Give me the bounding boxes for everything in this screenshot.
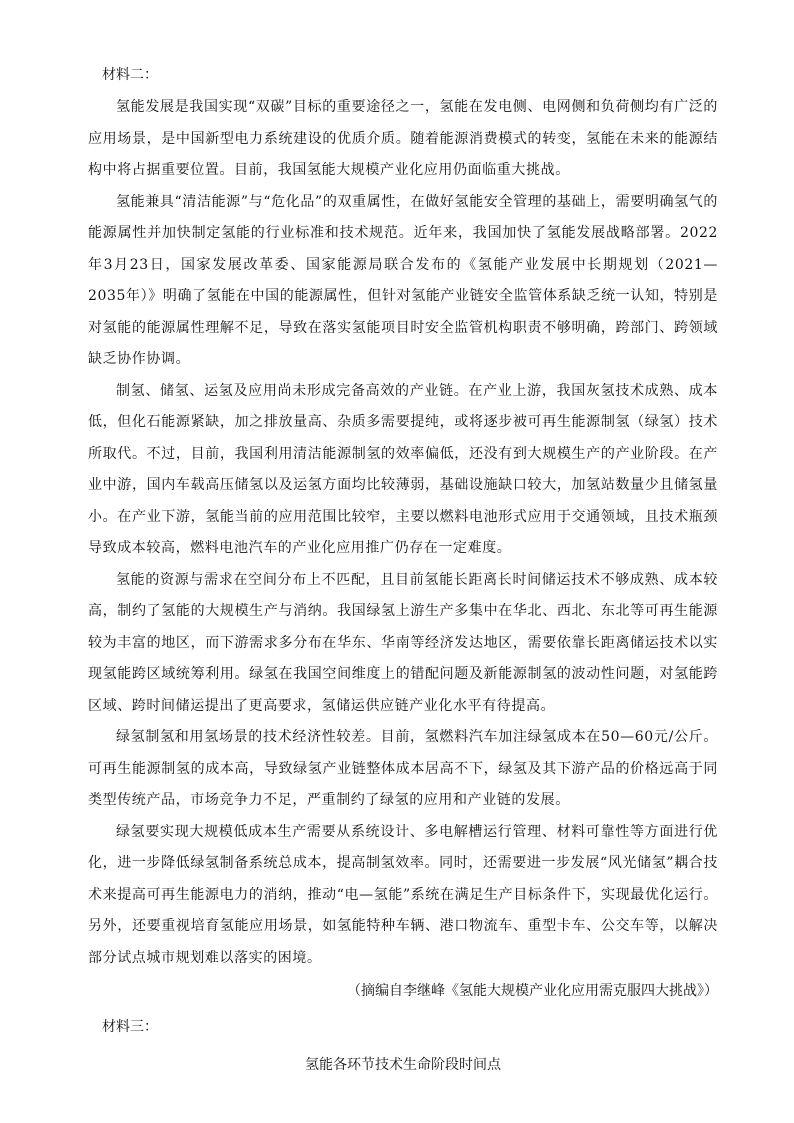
material-3-label: 材料三： <box>102 1019 158 1035</box>
paragraph-4: 氢能的资源与需求在空间分布上不匹配，且目前氢能长距离长时间储运技术不够成熟、成本较高，制约了氢能的大规模生产与消纳。我国绿氢上游生产多集中在华北、西北、东北等可再生能源较为丰富的地区，而下游需求多分布在华东、华南等经济发达地区，需要依靠长距离储运技术以实现氢能跨区域统筹利用。绿氢在我国空间维度上的错配问题及新能源制氢的波动性问题，对氢能跨区域、跨时间储运提出了更高要求，氢储运供应链产业化水平有待提高。 <box>88 571 718 714</box>
material-2-label: 材料二： <box>102 67 158 83</box>
document-content <box>88 62 718 1080</box>
paragraph-2: 氢能兼具“清洁能源”与“危化品”的双重属性，在做好氢能安全管理的基础上，需要明确氢气的能源属性并加快制定氢能的行业标准和技术规范。近年来，我国加快了氢能发展战略部署。2022年3月23日，国家发展改革委、国家能源局联合发布的《氢能产业发展中长期规划（2021—2035年）》明确了氢能在中国的能源属性，但针对氢能产业链安全监管体系缺乏统一认知，特别是对氢能的能源属性理解不足，导致在落实氢能项目时安全监管机构职责不够明确，跨部门、跨领域缺乏协作协调。 <box>88 193 718 367</box>
paragraph-3: 制氢、储氢、运氢及应用尚未形成完备高效的产业链。在产业上游，我国灰氢技术成熟、成本低，但化石能源紧缺，加之排放量高、杂质多需要提纯，或将逐步被可再生能源制氢（绿氢）技术所取代。不过，目前，我国利用清洁能源制氢的效率偏低，还没有到大规模生产的产业阶段。在产业中游，国内车载高压储氢以及运氢方面均比较薄弱，基础设施缺口较大，加氢站数量少且储氢量小。在产业下游，氢能当前的应用范围比较窄，主要以燃料电池形式应用于交通领域，且技术瓶颈导致成本较高，燃料电池汽车的产业化应用推广仍存在一定难度。 <box>88 382 718 556</box>
paragraph-5: 绿氢制氢和用氢场景的技术经济性较差。目前，氢燃料汽车加注绿氢成本在50—60元/公斤。可再生能源制氢的成本高，导致绿氢产业链整体成本居高不下，绿氢及其下游产品的价格远高于同类型传统产品，市场竞争力不足，严重制约了绿氢的应用和产业链的发展。 <box>88 729 718 808</box>
paragraph-1: 氢能发展是我国实现“双碳”目标的重要途径之一，氢能在发电侧、电网侧和负荷侧均有广泛的应用场景，是中国新型电力系统建设的优质介质。随着能源消费模式的转变，氢能在未来的能源结构中将占据重要位置。目前，我国氢能大规模产业化应用仍面临重大挑战。 <box>88 99 718 178</box>
paragraph-6: 绿氢要实现大规模低成本生产需要从系统设计、多电解槽运行管理、材料可靠性等方面进行优化，进一步降低绿氢制备系统总成本，提高制氢效率。同时，还需要进一步发展“风光储氢”耦合技术来提高可再生能源电力的消纳，推动“电—氢能”系统在满足生产目标条件下，实现最优化运行。另外，还要重视培育氢能应用场景，如氢能特种车辆、港口物流车、重型卡车、公交车等，以解决部分试点城市规划难以落实的困境。 <box>88 823 718 966</box>
figure-title: 氢能各环节技术生命阶段时间点 <box>305 1057 501 1073</box>
source-citation: （摘编自李继峰《氢能大规模产业化应用需克服四大挑战》） <box>347 983 718 999</box>
